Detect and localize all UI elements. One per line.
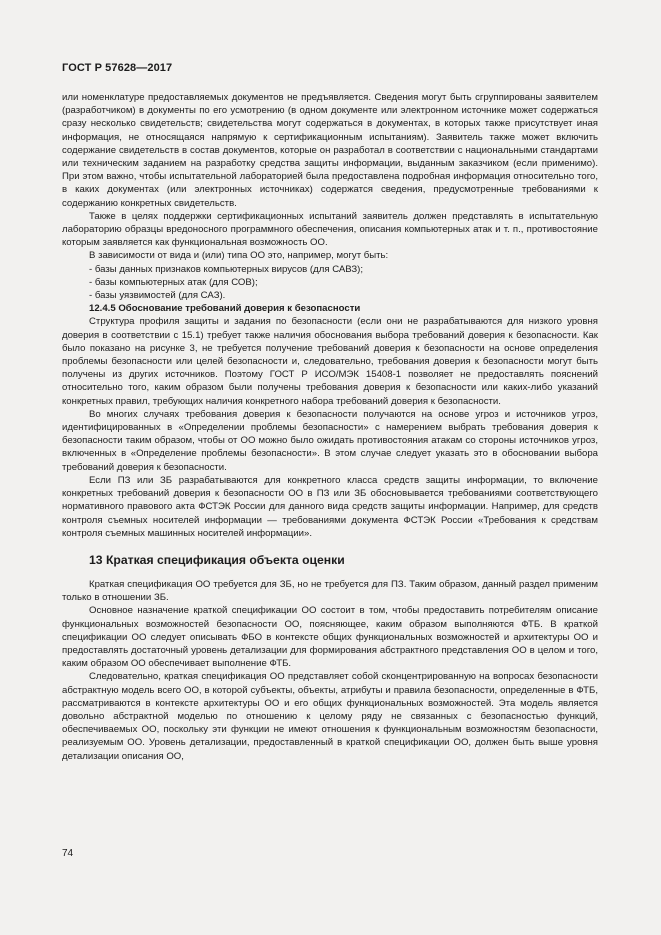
paragraph: Структура профиля защиты и задания по безопасности (если они не разрабатываются для низкого уровня доверия в соответствии с 15.1) требует также наличия обоснования выбора требований доверия к безопасности. Как было показано на рисунке 3, не требуется получение требований доверия к безопасности на основе определения проблемы безопасности или целей безопасности и, следовательно, требования доверия к безопасности могут быть получены из других источников. Поэтому ГОСТ Р ИСО/МЭК 15408-1 позволяет не предоставлять пояснений относительно того, каким образом были получены требования доверия к безопасности или каких-либо указаний конкретных правил, требующих наличия конкретного набора требований доверия к безопасности.: [62, 316, 598, 407]
subsection-heading: 12.4.5 Обоснование требований доверия к безопасности: [89, 303, 361, 315]
paragraph: Следовательно, краткая спецификация ОО представляет собой сконцентрированную на вопросах безопасности абстрактную модель всего ОО, в которой субъекты, объекты, атрибуты и правила безопасности, определенные в ФТБ, рассматриваются в контексте архитектуры ОО и его общих функциональных возможностей. Эта модель является довольно абстрактной моделью по отношению к целому ряду не связанных с безопасностью функций, обеспечиваемых ОО, поскольку эти функции не имеют отношения к функциональным возможностям безопасности, реализуемым ОО. Уровень детализации, предоставленный в краткой спецификации ОО, должен быть выше уровня детализации описания ОО,: [62, 671, 598, 762]
document-body: [62, 91, 598, 763]
list-item: - базы уязвимостей (для САЗ).: [89, 290, 226, 302]
paragraph: В зависимости от вида и (или) типа ОО это, например, могут быть:: [89, 250, 389, 262]
paragraph: Основное назначение краткой спецификации ОО состоит в том, чтобы предоставить потребителям описание функциональных возможностей безопасности ОО, поясняющее, каким образом выполняются ФТБ. В краткой спецификации ОО следует описывать ФБО в контексте общих функциональных возможностей и архитектуры ОО и предоставлять достаточный уровень детализации для формирования абстрактного представления ОО в целом и того, каким образом ОО обеспечивает выполнение ФТБ.: [62, 605, 598, 670]
page-number: 74: [62, 848, 74, 859]
paragraph: Если ПЗ или ЗБ разрабатываются для конкретного класса средств защиты информации, то включение конкретных требований доверия к безопасности ОО в ПЗ или ЗБ обосновывается требованиями соответствующего нормативного правового акта ФСТЭК России для данного вида средств защиты информации. Например, для средств контроля съемных носителей информации — требованиями документа ФСТЭК России «Требования к средствам контроля съемных машинных носителей информации».: [62, 474, 598, 539]
paragraph: Также в целях поддержки сертификационных испытаний заявитель должен представлять в испытательную лабораторию образцы вредоносного программного обеспечения, описания компьютерных атак и т. п., противостояние которым заявляется как функциональная возможность ОО.: [62, 210, 598, 249]
paragraph: Краткая спецификация ОО требуется для ЗБ, но не требуется для ПЗ. Таким образом, данный раздел применим только в отношении ЗБ.: [62, 578, 598, 604]
paragraph: Во многих случаях требования доверия к безопасности получаются на основе угроз и источников угроз, идентифицированных в «Определении проблемы безопасности» с намерением выбрать требования доверия к безопасности таким образом, чтобы от ОО можно было ожидать противостояния атакам со стороны источников угроз, включенных в «Определение проблемы безопасности». В этом случае следует указать это в обосновании выбора требований доверия к безопасности.: [62, 408, 598, 473]
section-heading: 13 Краткая спецификация объекта оценки: [89, 552, 345, 567]
paragraph: или номенклатуре предоставляемых документов не предъявляется. Сведения могут быть сгруппированы заявителем (разработчиком) в документы по его усмотрению (в одном документе или электронном источнике может содержаться сразу несколько свидетельств; свидетельства могут содержаться в документах, в которых также присутствует иная информация, не относящаяся напрямую к сертификационным испытаниям). Заявитель также может включить содержание свидетельств в состав документов, которые он разработал в соответствии с национальными стандартами или техническим заданием на разработку средства защиты информации, выданным заказчиком (если применимо). При этом важно, чтобы испытательной лабораторией была предоставлена подробная информация относительно того, в каких документах (или электронных источниках) содержатся сведения, предусмотренные требованиями к содержанию конкретных свидетельств.: [62, 92, 598, 209]
list-item: - базы компьютерных атак (для СОВ);: [89, 276, 258, 288]
list-item: - базы данных признаков компьютерных вирусов (для САВЗ);: [89, 263, 364, 275]
document-header: ГОСТ Р 57628—2017: [62, 62, 173, 74]
